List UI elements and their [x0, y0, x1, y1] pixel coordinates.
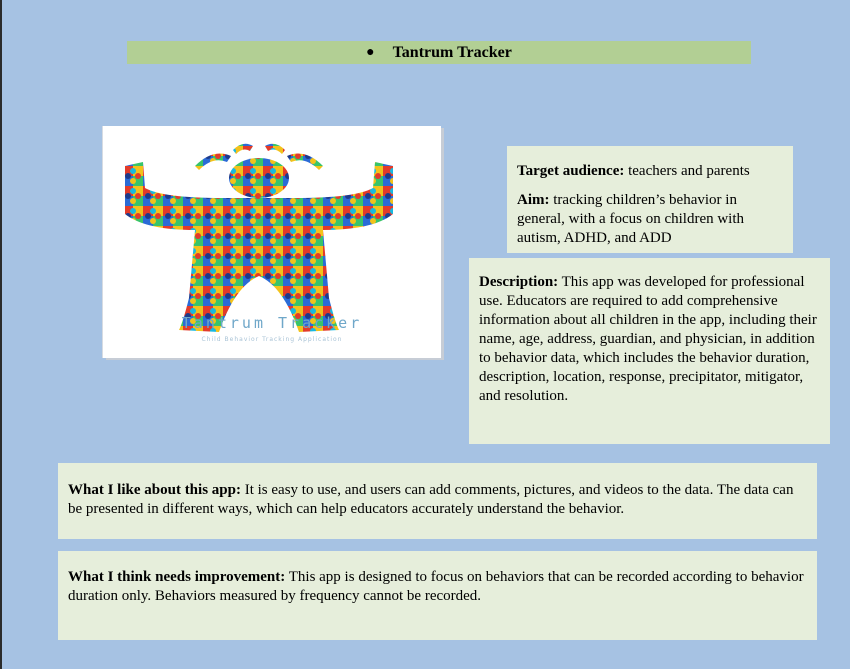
logo-wordmark: Tantrum Tracker — [181, 314, 363, 332]
likes-text: It is easy to use, and users can add comments, pictures, and videos to the data. The data can be presented in different ways, which can help educators accurately understand the behavior. — [68, 482, 794, 517]
logo-subtitle: Child Behavior Tracking Application — [201, 336, 343, 343]
target-audience-label: Target audience: — [517, 163, 625, 179]
target-audience-text: teachers and parents — [628, 163, 750, 179]
puzzle-figure-logo — [103, 126, 441, 358]
description-box — [469, 258, 830, 444]
logo-arc-right-small — [265, 144, 285, 154]
bullet-icon: ● — [366, 44, 375, 60]
app-logo-image — [103, 126, 441, 358]
likes-label: What I like about this app: — [68, 482, 241, 498]
description-label: Description: — [479, 274, 559, 290]
logo-arc-left-small — [233, 144, 253, 154]
improvement-text: This app is designed to focus on behaviors that can be recorded according to behavior duration only. Behaviors measured by frequency cannot be recorded. — [68, 569, 804, 604]
target-audience — [517, 162, 783, 181]
aim — [517, 191, 783, 248]
aim-label: Aim: — [517, 192, 550, 208]
page-title: Tantrum Tracker — [392, 43, 512, 61]
improvement-box — [58, 551, 817, 640]
description-text: This app was developed for professional use. Educators are required to add comprehensive information about all children in the app, including their name, age, address, guardian, and physician, in addition to behavior data, which includes the behavior duration, description, location, response, precipitator, mitigator, and resolution. — [479, 274, 817, 404]
logo-head — [229, 158, 289, 198]
improvement-label: What I think needs improvement: — [68, 569, 286, 585]
title-bar — [127, 41, 751, 64]
left-border — [0, 0, 2, 669]
aim-text: tracking children’s behavior in general, with a focus on children with autism, ADHD, and ADD — [517, 192, 745, 246]
logo-arc-left — [195, 154, 231, 170]
logo-arc-right — [287, 154, 323, 170]
audience-box — [507, 146, 793, 253]
likes-box — [58, 463, 817, 539]
